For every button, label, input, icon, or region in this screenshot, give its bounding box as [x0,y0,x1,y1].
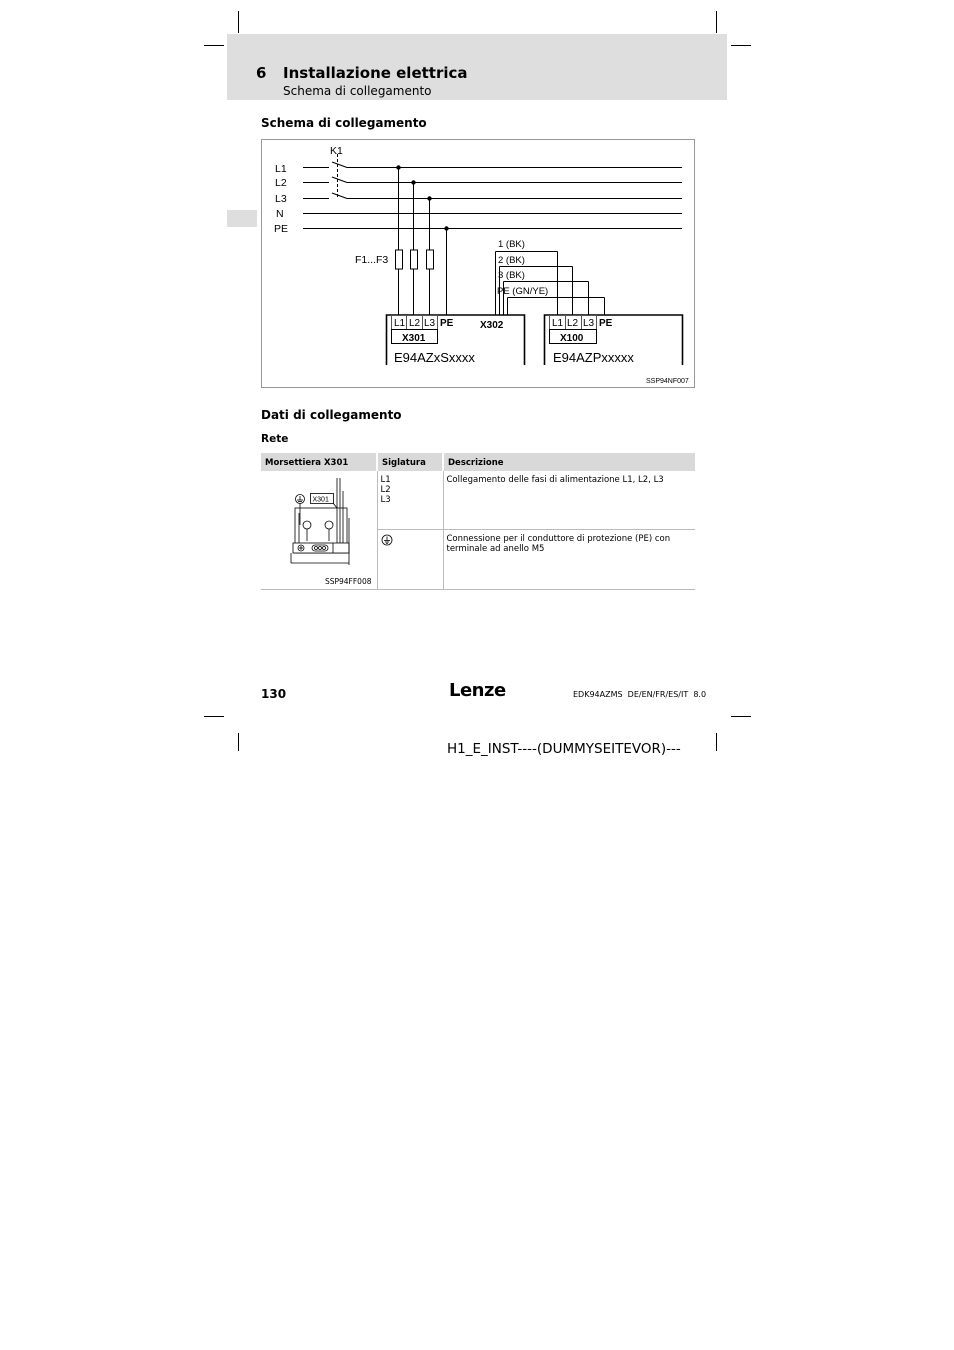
col-header-description: Descrizione [443,453,695,471]
contactor-label: K1 [330,145,343,157]
device1-name: E94AZxSxxxx [394,350,475,365]
description-phases: Collegamento delle fasi di alimentazione L1, L2, L3 [443,471,695,529]
line-label-n: N [276,208,284,220]
document-reference: EDK94AZMS DE/EN/FR/ES/IT 8.0 [573,690,707,699]
x301-term-l3: L3 [424,318,436,329]
x302-label: X302 [480,320,504,331]
x100-term-pe: PE [599,318,613,329]
line-label-l1: L1 [275,163,287,175]
wire-label-3: 3 (BK) [498,270,525,281]
section-subtitle-rete: Rete [261,433,289,445]
description-pe: Connessione per il conduttore di protezione (PE) con terminale ad anello M5 [443,529,695,589]
crop-mark [731,716,751,717]
terminal-block-figure [265,473,365,573]
terminal-figure-cell [261,471,377,590]
wire-label-2: 2 (BK) [498,255,525,266]
section-title-dati: Dati di collegamento [261,408,402,422]
schematic-figure-code: SSP94NF007 [646,378,689,385]
crop-mark [716,733,717,751]
x301-term-l1: L1 [394,318,406,329]
marking-cell-phases [377,471,443,529]
marking-l1: L1 [380,475,391,485]
line-label-l2: L2 [275,177,287,189]
x301-label: X301 [402,333,426,344]
marking-l3: L3 [380,495,391,505]
crop-mark [204,45,224,46]
x100-term-l3: L3 [583,318,595,329]
connection-table [261,453,695,590]
marking-cell-pe [377,529,443,589]
table-figure-code: SSP94FF008 [324,577,372,586]
line-label-pe: PE [274,223,289,235]
crop-mark [204,716,224,717]
chapter-title: Installazione elettrica [283,64,468,82]
col-header-terminal: Morsettiera X301 [261,453,377,471]
crop-mark [731,45,751,46]
x100-label: X100 [560,333,584,344]
col-header-marking: Siglatura [377,453,443,471]
lenze-logo: Lenze [449,680,506,701]
crop-mark [238,11,239,33]
crop-mark [716,11,717,33]
crop-mark [238,733,239,751]
earth-ground-icon [381,534,393,546]
x100-term-l1: L1 [552,318,564,329]
wire-label-pe: PE (GN/YE) [497,286,549,297]
marking-l2: L2 [380,485,391,495]
line-label-l3: L3 [275,193,287,205]
chapter-subtitle: Schema di collegamento [283,84,432,98]
table-header-row [261,453,695,471]
footer-code: H1_E_INST----(DUMMYSEITEVOR)--- [447,741,681,757]
wire-label-1: 1 (BK) [498,239,525,250]
chapter-number: 6 [256,64,267,82]
wiring-schematic [261,139,695,389]
fuse-label: F1...F3 [355,254,389,266]
section-title-schema: Schema di collegamento [261,116,427,130]
table-row [261,471,695,529]
x100-term-l2: L2 [567,318,579,329]
device2-name: E94AZPxxxxx [553,350,634,365]
figure-x301-label: X301 [312,496,329,504]
page-number: 130 [261,687,287,701]
x301-term-pe: PE [440,318,454,329]
x301-term-l2: L2 [409,318,421,329]
chapter-side-tab [227,210,257,227]
